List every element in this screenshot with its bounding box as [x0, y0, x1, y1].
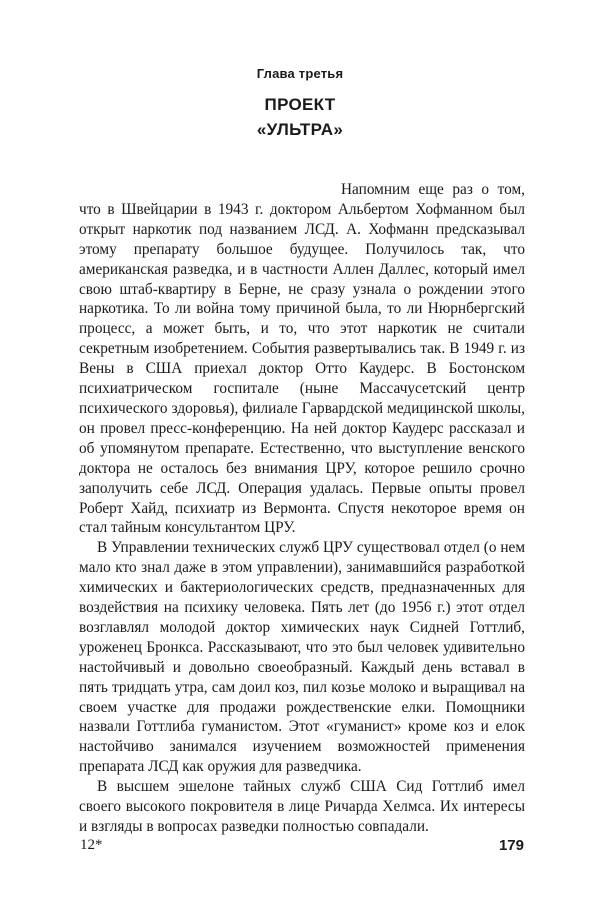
- page-number: 179: [498, 837, 524, 854]
- paragraph: Напомним еще раз о том, что в Швейцарии в 1943 г. доктором Альбертом Хофманном был открыт наркотик под названием ЛСД. А. Хофманн предсказывал этому препарату большое будущее. Получилось так, что американская разведка, и в частности Аллен Даллес, который имел свою штаб-квартиру в Берне, не сразу узнала о рождении этого наркотика. То ли война тому причиной была, то ли Нюрнбергский процесс, а может быть, и то, что этот наркотик не считали секретным изобретением. События развертывались так. В 1949 г. из Вены в США приехал доктор Отто Каудерс. В Бостонском психиатрическом госпитале (ныне Массачусетский центр психического здоровья), филиале Гарвардской медицинской школы, он провел пресс-конференцию. На ней доктор Каудерс рассказал и об упомянутом препарате. Естественно, что выступление венского доктора не осталось без внимания ЦРУ, которое решило срочно заполучить себе ЛСД. Операция удалась. Первые опыты провел Роберт Хайд, психиатр из Вермонта. Спустя некоторое время он стал тайным консультантом ЦРУ.: [79, 181, 525, 537]
- paragraph: В высшем эшелоне тайных служб США Сид Готтлиб имел своего высокого покровителя в лице Ричарда Хелмса. Их интересы и взгляды в вопросах разведки полностью совпадали.: [79, 778, 525, 835]
- chapter-title-line-1: ПРОЕКТ: [264, 95, 336, 114]
- body-text: [79, 180, 525, 837]
- signature-mark: 12*: [80, 837, 103, 853]
- chapter-title: [0, 92, 600, 142]
- paragraph: В Управлении технических служб ЦРУ существовал отдел (о нем мало кто знал даже в этом управлении), занимавшийся разработкой химических и бактериологических средств, предназначенных для воздействия на психику человека. Пять лет (до 1956 г.) этот отдел возглавлял молодой доктор химических наук Сидней Готтлиб, уроженец Бронкса. Рассказывают, что это был человек удивительно настойчивый и довольно своеобразный. Каждый день вставал в пять тридцать утра, сам доил коз, пил козье молоко и выращивал на своем участке для продажи рождественские елки. Помощники назвали Готтлиба гуманистом. Этот «гуманист» кроме коз и елок настойчиво занимался изучением возможностей применения препарата ЛСД как оружия для разведчика.: [79, 539, 525, 776]
- chapter-title-line-2: «УЛЬТРА»: [256, 120, 344, 139]
- chapter-label: Глава третья: [256, 66, 344, 81]
